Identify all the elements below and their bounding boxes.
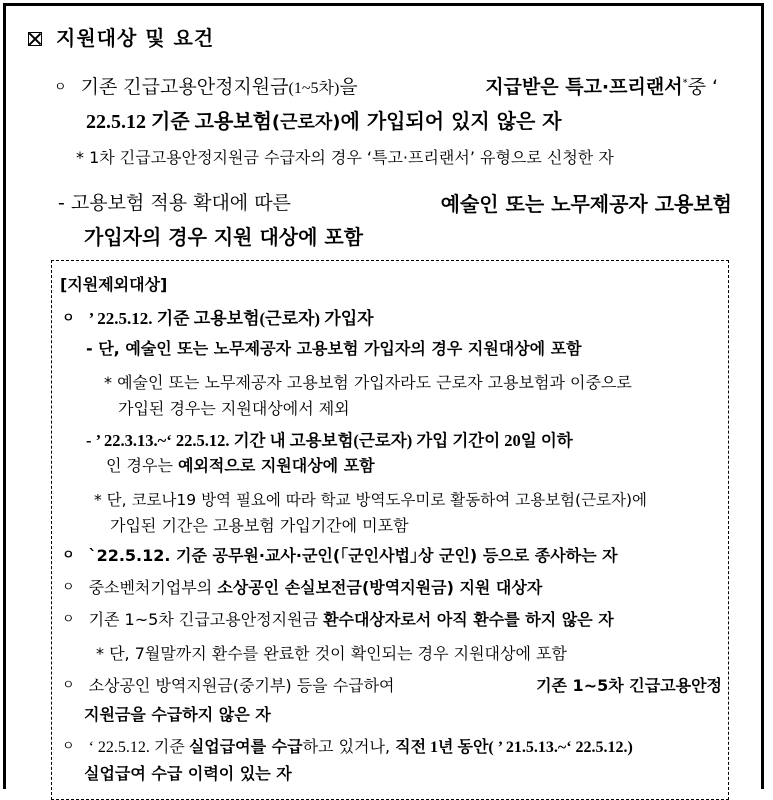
bullet-icon: ㅇ [54,80,67,95]
exclusion-item-6-cont: 실업급여 수급 이력이 있는 자 [84,764,292,783]
bullet-icon: ㅇ [62,739,75,754]
p1-note: * 1차 긴급고용안정지원금 수급자의 경우 ‘특고·프리랜서’ 유형으로 신청한 자 [76,148,614,167]
exclusion-item-5: ㅇ 소상공인 방역지원금(중기부) 등을 수급하여 기존 1~5차 긴급고용안정 [62,676,722,695]
section-title: 지원대상 및 요건 [56,26,215,50]
exclusion-item-1: ㅇ ’ 22.5.12. 기준 고용보험(근로자) 가입자 [62,309,374,328]
exclusion-item-2: ㅇ `22.5.12. 기준 공무원·교사·군인(｢군인사법｣상 군인) 등으로 종사하는 자 [62,546,618,565]
exclusion-item-1-note4: 가입된 기간은 고용보험 가입기간에 미포함 [110,516,409,535]
p2-line2: 가입자의 경우 지원 대상에 포함 [84,225,364,249]
exclusion-item-5-cont: 지원금을 수급하지 않은 자 [84,705,271,724]
bullet-icon: ㅇ [62,311,75,326]
exclusion-item-4: ㅇ 기존 1~5차 긴급고용안정지원금 환수대상자로서 아직 환수를 하지 않은 자 [62,610,614,629]
exclusion-item-1-sub: - 단, 예술인 또는 노무제공자 고용보험 가입자의 경우 지원대상에 포함 [86,339,582,358]
exclusion-item-4-note: * 단, 7월말까지 환수를 완료한 것이 확인되는 경우 지원대상에 포함 [96,644,567,663]
exclusion-item-6: ㅇ ‘ 22.5.12. 기준 실업급여를 수급하고 있거나, 직전 1년 동안( ’ 21.5.13.~‘ 22.5.12.) [62,737,633,756]
section-title-row [28,22,214,51]
exclusion-item-3: ㅇ 중소벤처기업부의 소상공인 손실보전금(방역지원금) 지원 대상자 [62,578,543,597]
exclusion-item-1-sub2-cont: 인 경우는 예외적으로 지원대상에 포함 [106,456,375,475]
bullet-icon: ㅇ [62,548,75,563]
checkbox-icon [28,32,42,46]
p1-line1: ㅇ 기존 긴급고용안정지원금(1~5차)을 지급받은 특고·프리랜서*중 ‘ [54,76,718,98]
p1-line2: 22.5.12 기준 고용보험(근로자)에 가입되어 있지 않은 자 [86,109,562,133]
p2-line1: - 고용보험 적용 확대에 따른 예술인 또는 노무제공자 고용보험 [58,192,732,216]
exclusion-item-1-note2: 가입된 경우는 지원대상에서 제외 [118,399,350,418]
exclusion-item-1-note3: * 단, 코로나19 방역 필요에 따라 학교 방역도우미로 활동하여 고용보험(근로자)에 [94,491,648,509]
exclusion-item-1-sub2: - ’ 22.3.13.~‘ 22.5.12. 기간 내 고용보험(근로자) 가입 기간이 20일 이하 [86,431,573,450]
bullet-icon: ㅇ [62,612,75,627]
exclusion-item-1-note1: * 예술인 또는 노무제공자 고용보험 가입자라도 근로자 고용보험과 이중으로 [104,373,632,392]
bullet-icon: ㅇ [62,580,75,595]
exclusion-heading: [지원제외대상] [60,275,168,294]
bullet-icon: ㅇ [62,678,75,693]
